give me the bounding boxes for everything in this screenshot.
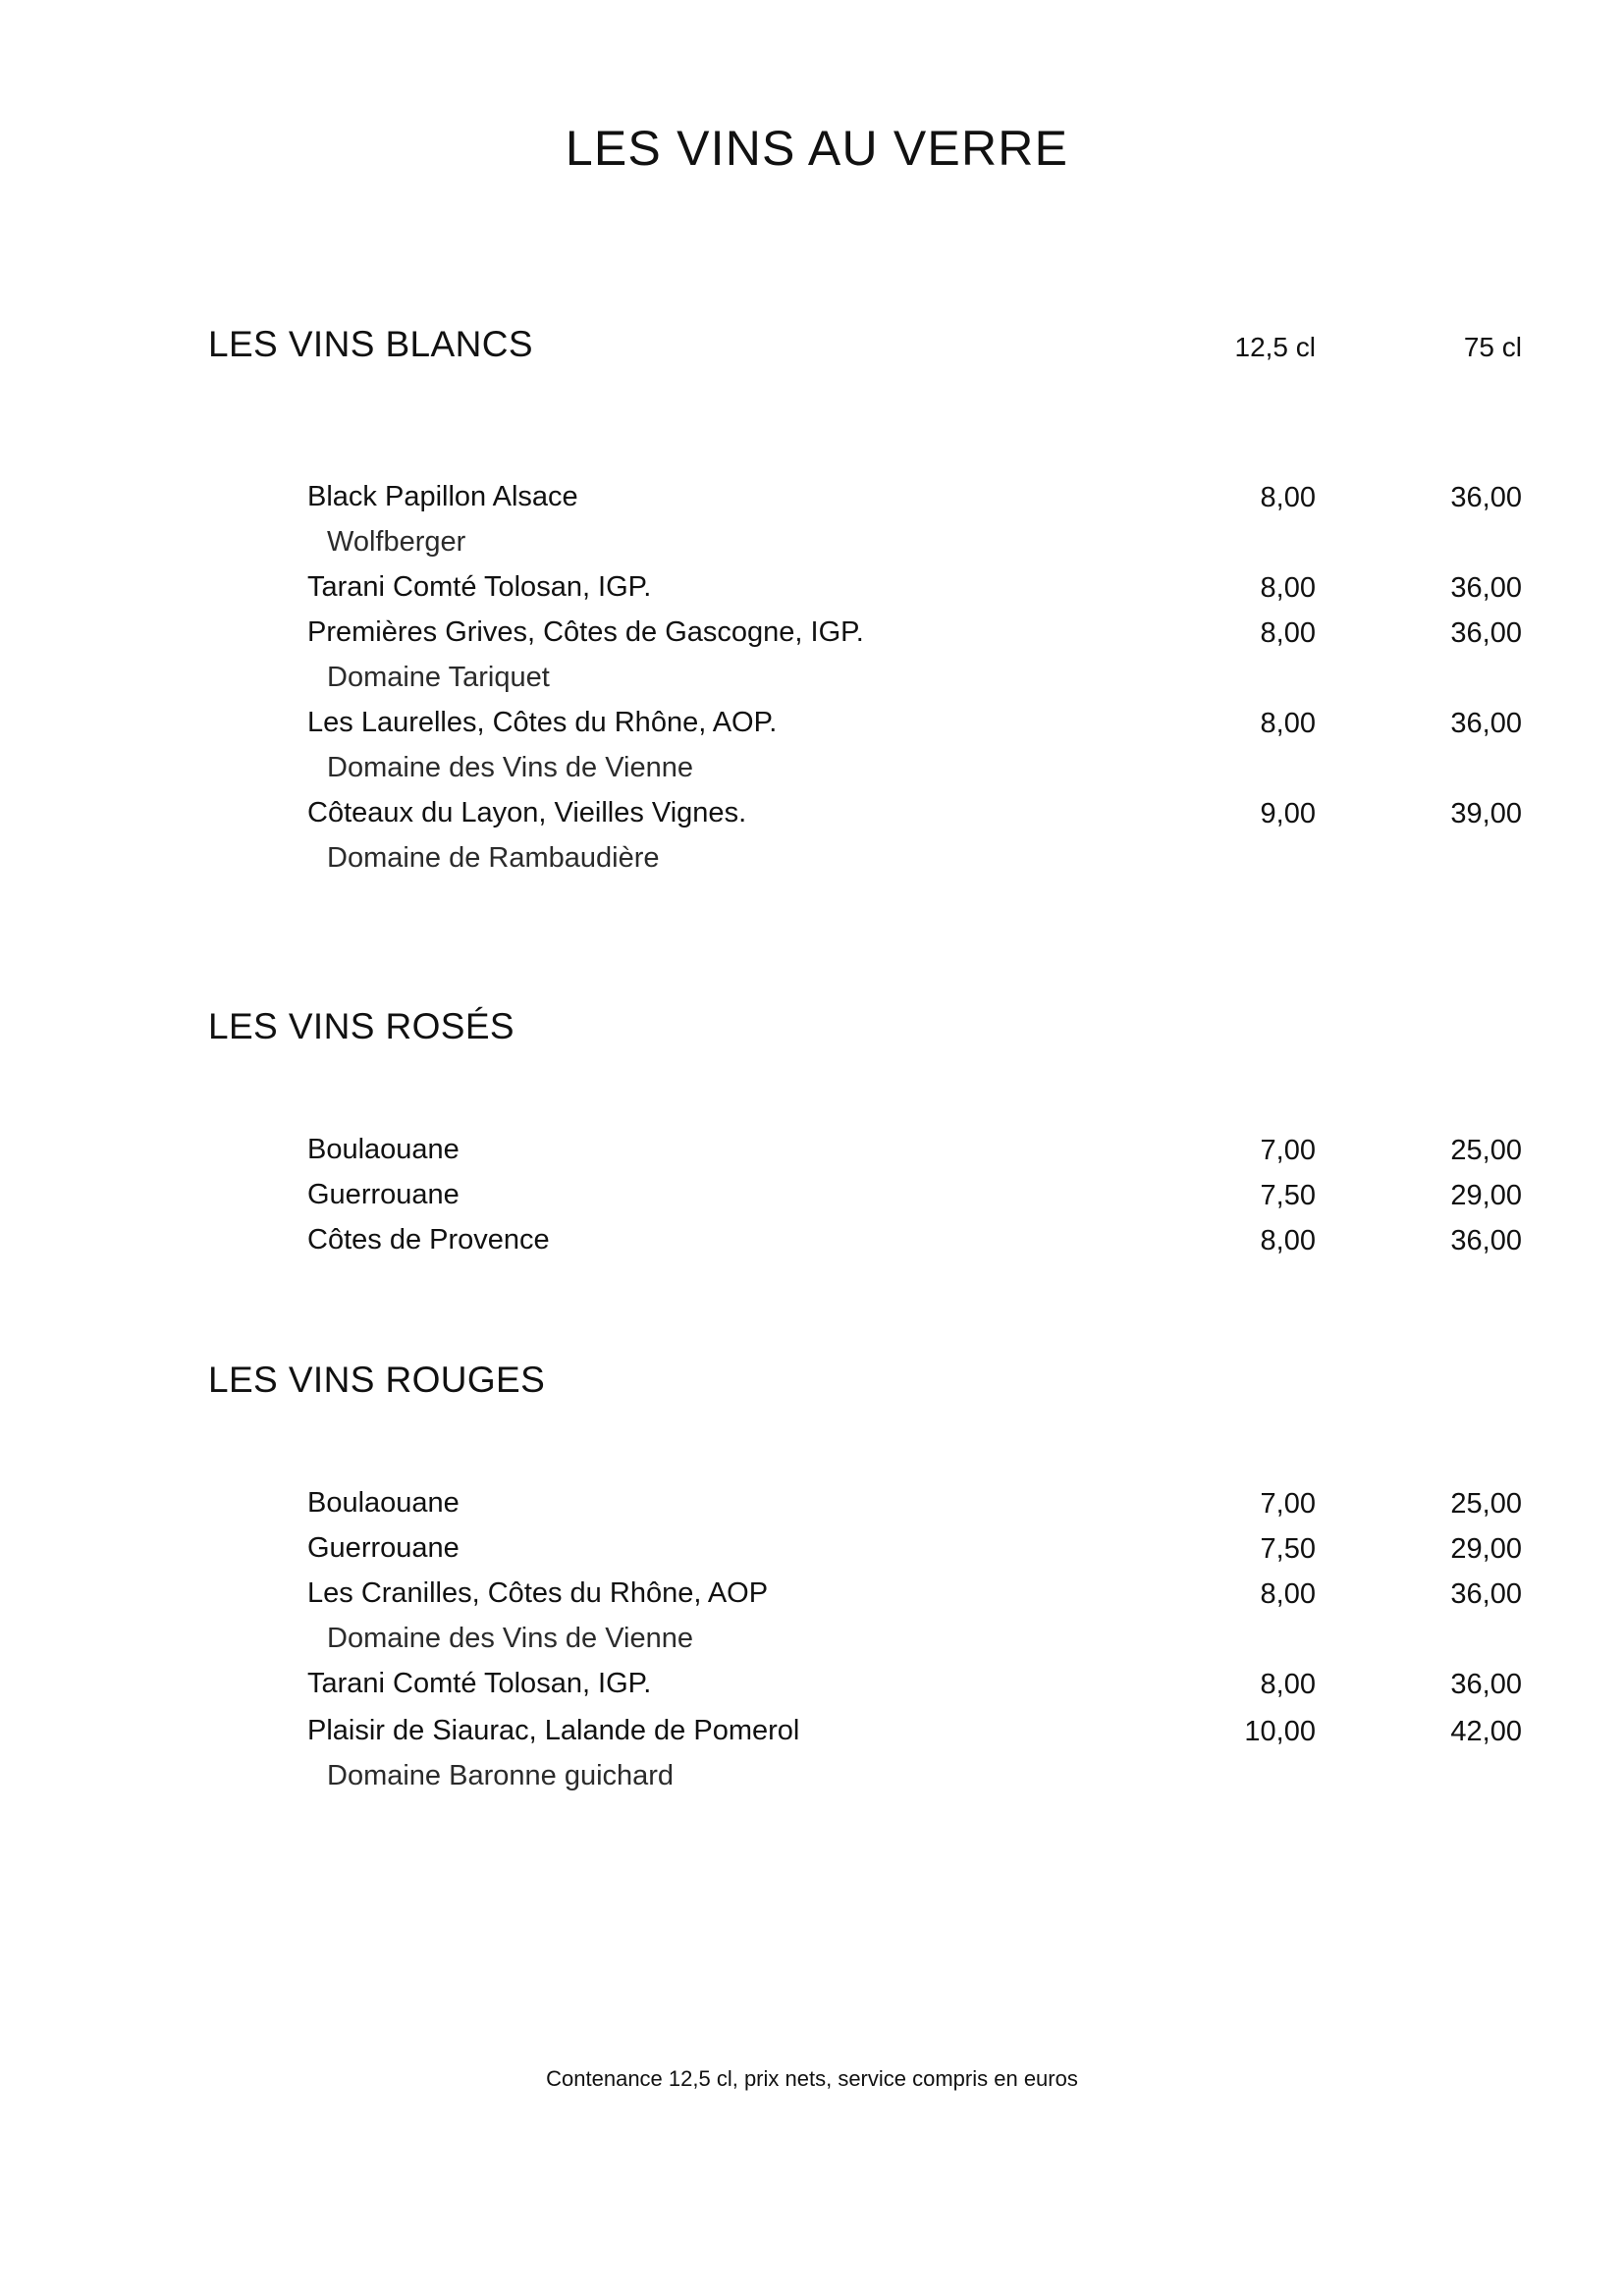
section-items bbox=[0, 1134, 1624, 1269]
menu-item bbox=[0, 707, 1624, 752]
item-name: Côteaux du Layon, Vieilles Vignes. bbox=[307, 797, 747, 828]
item-price-glass: 9,00 bbox=[1260, 798, 1316, 829]
item-producer bbox=[0, 842, 1624, 887]
item-name: Guerrouane bbox=[307, 1532, 460, 1564]
item-price-bottle: 29,00 bbox=[1450, 1533, 1522, 1565]
item-price-glass: 7,00 bbox=[1260, 1135, 1316, 1166]
item-name: Boulaouane bbox=[307, 1134, 460, 1165]
item-producer-label: Domaine des Vins de Vienne bbox=[327, 1623, 693, 1654]
section-vins-rouges bbox=[0, 1360, 1624, 1805]
item-price-bottle: 39,00 bbox=[1450, 798, 1522, 829]
item-name: Guerrouane bbox=[307, 1179, 460, 1210]
item-producer-label: Domaine Tariquet bbox=[327, 662, 550, 693]
item-price-glass: 8,00 bbox=[1260, 1225, 1316, 1256]
item-producer bbox=[0, 1760, 1624, 1805]
item-price-bottle: 36,00 bbox=[1450, 1669, 1522, 1700]
menu-item bbox=[0, 571, 1624, 616]
item-price-bottle: 36,00 bbox=[1450, 708, 1522, 739]
section-items bbox=[0, 1487, 1624, 1805]
column-header-12-5cl: 12,5 cl bbox=[1234, 332, 1316, 362]
menu-item bbox=[0, 1224, 1624, 1269]
item-name: Plaisir de Siaurac, Lalande de Pomerol bbox=[307, 1715, 800, 1746]
item-price-bottle: 36,00 bbox=[1450, 1578, 1522, 1610]
item-name: Les Cranilles, Côtes du Rhône, AOP bbox=[307, 1577, 769, 1609]
item-producer bbox=[0, 1623, 1624, 1668]
item-price-glass: 8,00 bbox=[1260, 1578, 1316, 1610]
item-price-glass: 8,00 bbox=[1260, 572, 1316, 604]
section-title: LES VINS BLANCS bbox=[208, 324, 533, 364]
item-price-glass: 7,50 bbox=[1260, 1533, 1316, 1565]
item-producer bbox=[0, 526, 1624, 571]
item-producer bbox=[0, 662, 1624, 707]
menu-item bbox=[0, 1134, 1624, 1179]
item-name: Côtes de Provence bbox=[307, 1224, 550, 1255]
section-title: LES VINS ROSÉS bbox=[208, 1006, 514, 1046]
column-header-75cl: 75 cl bbox=[1463, 332, 1522, 362]
item-producer-label: Wolfberger bbox=[327, 526, 466, 558]
item-producer-label: Domaine de Rambaudière bbox=[327, 842, 660, 874]
item-name: Les Laurelles, Côtes du Rhône, AOP. bbox=[307, 707, 778, 738]
section-header bbox=[0, 1360, 1624, 1411]
item-name: Boulaouane bbox=[307, 1487, 460, 1519]
menu-item bbox=[0, 1532, 1624, 1577]
menu-item bbox=[0, 481, 1624, 526]
item-price-bottle: 36,00 bbox=[1450, 572, 1522, 604]
item-price-glass: 8,00 bbox=[1260, 708, 1316, 739]
item-price-glass: 8,00 bbox=[1260, 617, 1316, 649]
item-price-bottle: 25,00 bbox=[1450, 1135, 1522, 1166]
item-price-bottle: 25,00 bbox=[1450, 1488, 1522, 1520]
item-price-bottle: 36,00 bbox=[1450, 1225, 1522, 1256]
footer-note: Contenance 12,5 cl, prix nets, service compris en euros bbox=[546, 2066, 1078, 2091]
menu-item bbox=[0, 616, 1624, 662]
section-title: LES VINS ROUGES bbox=[208, 1360, 546, 1400]
section-header bbox=[0, 1006, 1624, 1057]
section-header bbox=[0, 324, 1624, 375]
menu-item bbox=[0, 797, 1624, 842]
item-price-bottle: 29,00 bbox=[1450, 1180, 1522, 1211]
item-name: Premières Grives, Côtes de Gascogne, IGP. bbox=[307, 616, 864, 648]
menu-item bbox=[0, 1577, 1624, 1623]
item-producer-label: Domaine des Vins de Vienne bbox=[327, 752, 693, 783]
item-price-glass: 8,00 bbox=[1260, 1669, 1316, 1700]
menu-item bbox=[0, 1715, 1624, 1760]
section-vins-roses bbox=[0, 1006, 1624, 1269]
item-price-glass: 7,00 bbox=[1260, 1488, 1316, 1520]
section-vins-blancs bbox=[0, 324, 1624, 887]
item-name: Black Papillon Alsace bbox=[307, 481, 578, 512]
item-price-bottle: 36,00 bbox=[1450, 482, 1522, 513]
item-price-bottle: 42,00 bbox=[1450, 1716, 1522, 1747]
menu-item bbox=[0, 1179, 1624, 1224]
item-producer-label: Domaine Baronne guichard bbox=[327, 1760, 675, 1791]
page-title: LES VINS AU VERRE bbox=[565, 121, 1069, 176]
item-producer bbox=[0, 752, 1624, 797]
item-price-glass: 10,00 bbox=[1244, 1716, 1316, 1747]
menu-item bbox=[0, 1487, 1624, 1532]
item-price-glass: 8,00 bbox=[1260, 482, 1316, 513]
section-items bbox=[0, 481, 1624, 887]
item-name: Tarani Comté Tolosan, IGP. bbox=[307, 571, 652, 603]
menu-item bbox=[0, 1668, 1624, 1715]
item-price-glass: 7,50 bbox=[1260, 1180, 1316, 1211]
item-price-bottle: 36,00 bbox=[1450, 617, 1522, 649]
item-name: Tarani Comté Tolosan, IGP. bbox=[307, 1668, 652, 1699]
